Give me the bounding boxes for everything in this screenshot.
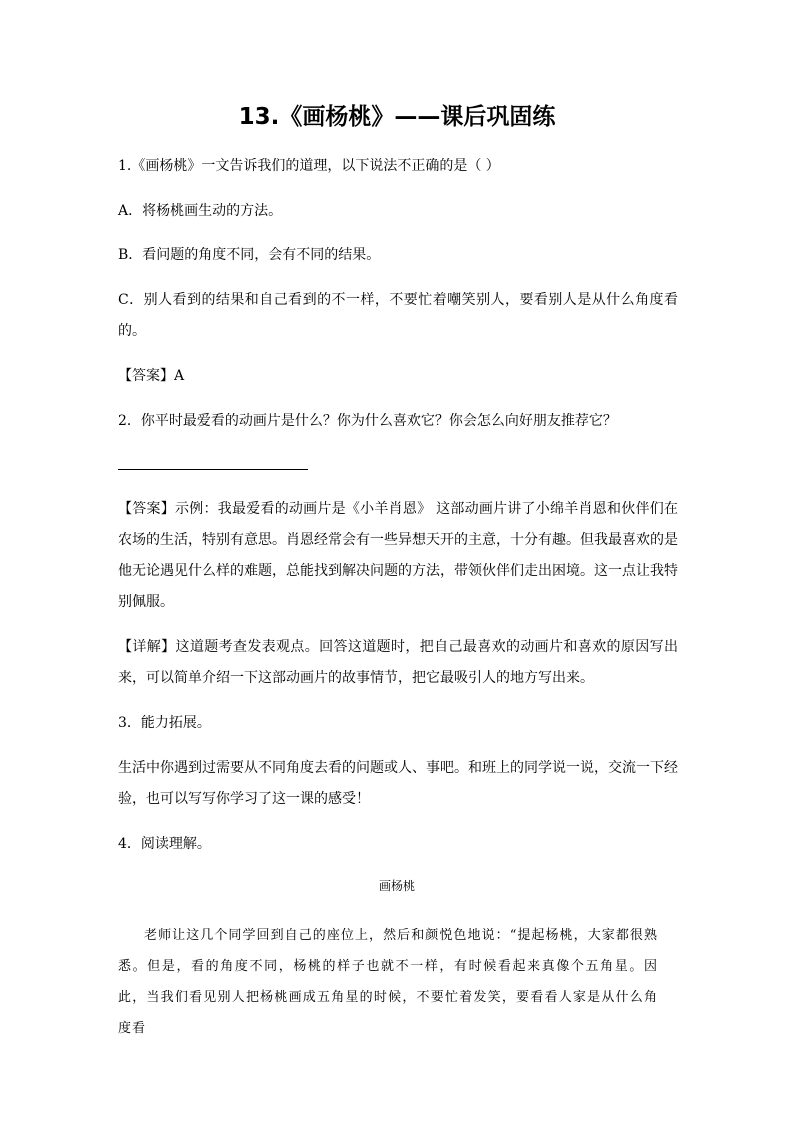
- reading-passage-title: 画杨桃: [378, 879, 415, 893]
- question-2-stem: 2．你平时最爱看的动画片是什么？你为什么喜欢它？你会怎么向好朋友推荐它？: [118, 413, 617, 429]
- question-1-option-b: B．看问题的角度不同，会有不同的结果。: [118, 247, 381, 263]
- question-2-answer: 【答案】示例：我最爱看的动画片是《小羊肖恩》 这部动画片讲了小绵羊肖恩和伙伴们在农场的生活，特别有意思。肖恩经常会有一些异想天开的主意，十分有趣。但我最喜欢的是他无论遇见什么样的难题，总能找到解决问题的方法，带领伙伴们走出困境。这一点让我特别佩服。: [118, 501, 678, 610]
- question-3-stem: 3．能力拓展。: [118, 715, 211, 731]
- page-title: 13.《画杨桃》——课后巩固练: [238, 104, 556, 130]
- question-1-option-a: A．将杨桃画生动的方法。: [118, 203, 283, 219]
- question-4-stem: 4．阅读理解。: [118, 836, 211, 852]
- answer-blank-line: [118, 469, 308, 470]
- question-2-detail: 【详解】这道题考查发表观点。回答这道题时，把自己最喜欢的动画片和喜欢的原因写出来，可以简单介绍一下这部动画片的故事情节，把它最吸引人的地方写出来。: [118, 639, 678, 686]
- reading-passage: 老师让这几个同学回到自己的座位上，然后和颜悦色地说：“提起杨桃，大家都很熟悉。但是，看的角度不同，杨桃的样子也就不一样，有时候看起来真像个五角星。因此，当我们看见别人把杨桃画成五角星的时候，不要忙着发笑，要看看人家是从什么角度看: [118, 928, 658, 1036]
- question-1-answer: 【答案】A: [118, 368, 185, 384]
- question-3-body: 生活中你遇到过需要从不同角度去看的问题或人、事吧。和班上的同学说一说，交流一下经验，也可以写写你学习了这一课的感受！: [118, 760, 678, 807]
- question-1-stem: 1.《画杨桃》一文告诉我们的道理，以下说法不正确的是（ ）: [118, 158, 500, 174]
- question-1-option-c: C．别人看到的结果和自己看到的不一样，不要忙着嘲笑别人，要看别人是从什么角度看的。: [118, 292, 678, 339]
